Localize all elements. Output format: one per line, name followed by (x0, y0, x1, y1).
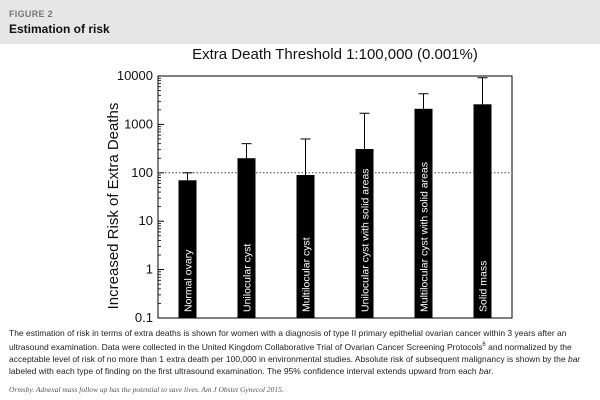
figure-header (0, 0, 600, 44)
bar-category-label: Normal ovary (182, 249, 195, 312)
figure-caption (9, 327, 591, 377)
risk-chart (0, 44, 600, 324)
bar-category-label: Unilocular cyst with solid areas (359, 168, 372, 312)
plot-area (117, 68, 512, 324)
caption-text-1: The estimation of risk in terms of extra deaths is shown for women with a diagnosis of type II primary epithelial ovarian cancer within 3 years after an ultrasound examination. Data were collected in the United Kingdom Collaborative Trial of Ovarian Cancer Screening Protocols (9, 328, 567, 352)
bar-category-label: Multilocular cyst (300, 237, 313, 312)
caption-reference: 6 (482, 342, 486, 348)
caption-bar-word: bar (567, 353, 581, 364)
figure-label: FIGURE 2 (9, 9, 53, 19)
figure-title: Estimation of risk (9, 22, 110, 36)
caption-text-2: and normalized by the acceptable level of risk of no more than 1 extra death per 100,000 in environmental studies. Absolute risk of subsequent malignancy is shown by the (9, 341, 572, 364)
bar-category-label: Solid mass (477, 260, 490, 312)
bar-category-label: Unilocular cyst (241, 243, 254, 312)
caption-text-3: labeled with each type of finding on the first ultrasound examination. The 95% confidence interval extends upward from each (9, 365, 479, 376)
plot-frame (158, 76, 512, 318)
figure-citation: Ormsby. Adnexal mass follow up has the potential to save lives. Am J Obstet Gynecol 2015. (9, 385, 284, 394)
y-tick-label: 10 (138, 213, 153, 229)
y-tick-label: 100 (131, 164, 153, 180)
y-tick-label: 1 (145, 261, 153, 277)
caption-bar-word-2: bar (479, 365, 492, 376)
y-axis-label: Increased Risk of Extra Deaths (105, 102, 122, 310)
chart-title: Extra Death Threshold 1:100,000 (0.001%) (192, 46, 478, 63)
y-tick-label: 10000 (116, 68, 153, 83)
bar-category-label: Multilocular cyst with solid areas (418, 162, 431, 312)
y-tick-label: 1000 (124, 116, 153, 132)
y-tick-label: 0.1 (134, 310, 153, 324)
caption-text-4: . (491, 365, 494, 376)
